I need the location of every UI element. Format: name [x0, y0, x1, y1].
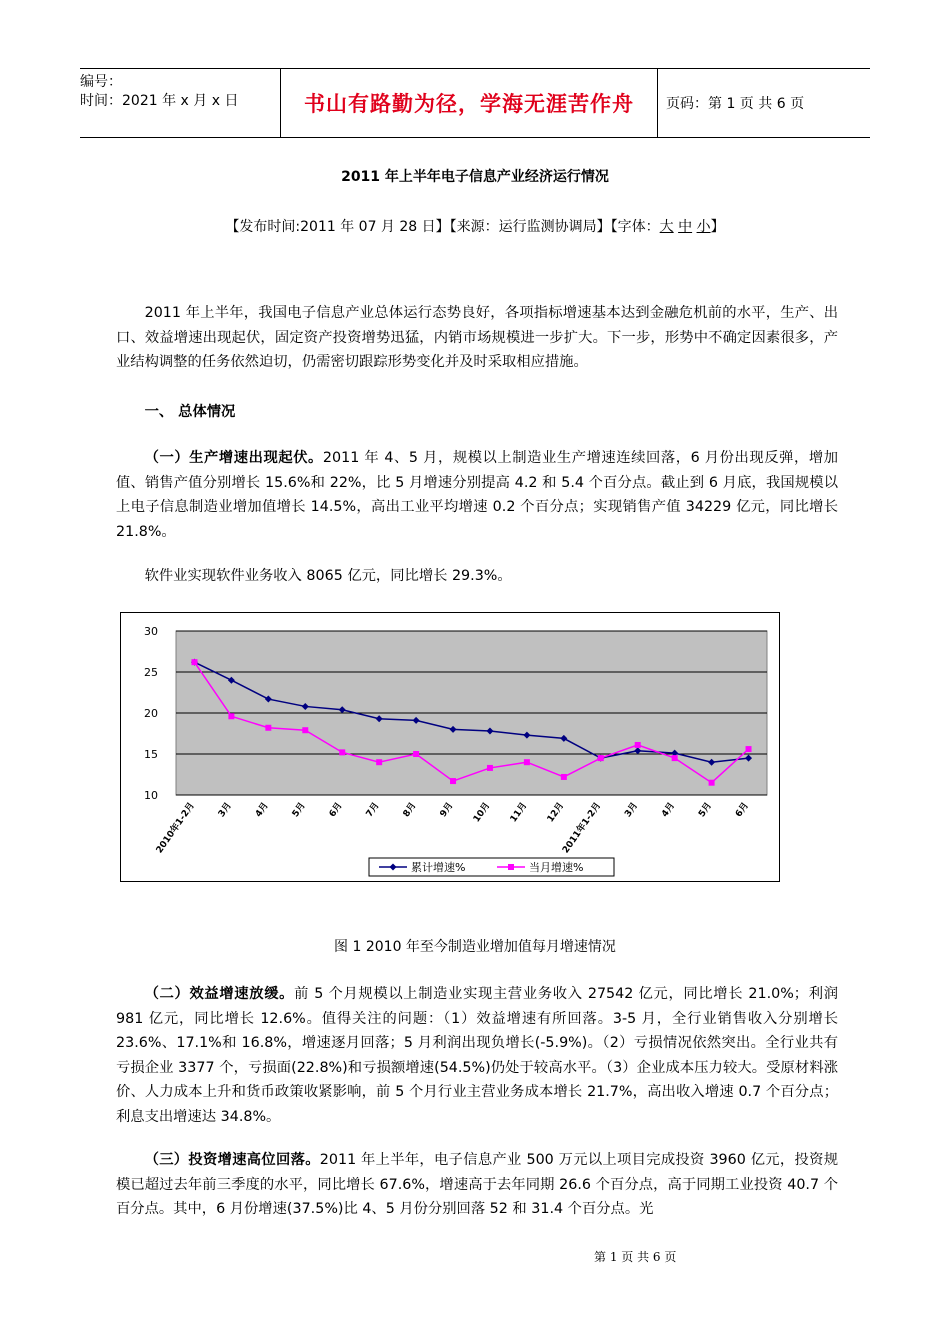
growth-chart	[120, 612, 780, 882]
publish-meta	[0, 216, 950, 236]
x-tick-label: 2010年1-2月	[154, 800, 197, 856]
paragraph-production	[116, 446, 838, 544]
growth-chart-svg	[121, 613, 779, 881]
date-label: 时间：2021 年 x 月 x 日	[80, 93, 239, 109]
y-tick-label: 25	[144, 666, 158, 679]
intro-paragraph: 2011 年上半年，我国电子信息产业总体运行态势良好，各项指标增速基本达到金融危机前的水平，生产、出口、效益增速出现起伏，固定资产投资增势迅猛，内销市场规模进一步扩大。下一步，形势中不确定因素很多，产业结构调整的任务依然迫切，仍需密切跟踪形势变化并及时采取相应措施。	[116, 305, 838, 370]
header-table	[80, 68, 870, 138]
data-point	[524, 759, 530, 765]
header-left-cell	[80, 69, 280, 137]
x-tick-label: 5月	[697, 800, 715, 820]
data-point	[265, 725, 271, 731]
x-tick-label: 8月	[401, 800, 419, 820]
y-tick-label: 15	[144, 748, 158, 761]
data-point	[672, 755, 678, 761]
x-tick-label: 11月	[508, 800, 530, 825]
x-tick-label: 9月	[438, 800, 456, 820]
paragraph-profit	[116, 982, 838, 1129]
data-point	[228, 713, 234, 719]
data-point	[339, 749, 345, 755]
font-large-link[interactable]: 大	[659, 219, 674, 235]
figure-caption: 图 1 2010 年至今制造业增加值每月增速情况	[334, 939, 616, 955]
x-tick-label: 4月	[660, 800, 678, 820]
paragraph-investment-body: 2011 年上半年，电子信息产业 500 万元以上项目完成投资 3960 亿元，投资规模已超过去年前三季度的水平，同比增长 67.6%，增速高于去年同期 26.6 个百分点，高于同期工业投资 40.7 个百分点。其中，6 月份增速(37.5%)比 4、5 月份分别回落 52 和 31.4 个百分点。光	[116, 1152, 838, 1217]
data-point	[450, 778, 456, 784]
x-tick-label: 3月	[216, 800, 234, 820]
legend-label: 累计增速%	[411, 861, 466, 874]
y-tick-label: 10	[144, 789, 158, 802]
x-tick-label: 7月	[364, 800, 382, 820]
document-title: 2011 年上半年电子信息产业经济运行情况	[341, 169, 609, 185]
paragraph-profit-body: 前 5 个月规模以上制造业实现主营业务收入 27542 亿元，同比增长 21.0%；利润 981 亿元，同比增长 12.6%。值得关注的问题：（1）效益增速有所回落。3-5 月，全行业销售收入分别增长 23.6%、17.1%和 16.8%，增速逐月回落；5 月利润出现负增长(-5.9%)。（2）亏损情况依然突出。全行业共有亏损企业 3377 个，亏损面(22.8%)和亏损额增速(54.5%)仍处于较高水平。（3）企业成本压力较大。受原材料涨价、人力成本上升和货币政策收紧影响，前 5 个月行业主营业务成本增长 21.7%，高出收入增速 0.7 个百分点；利息支出增速达 34.8%。	[116, 986, 839, 1125]
page-footer: 第 1 页 共 6 页	[594, 1250, 677, 1264]
data-point	[561, 774, 567, 780]
data-point	[376, 759, 382, 765]
x-tick-label: 5月	[290, 800, 308, 820]
paragraph-profit-lead: （二）效益增速放缓。	[144, 986, 295, 1002]
legend-label: 当月增速%	[529, 861, 584, 874]
paragraph-production-lead: （一）生产增速出现起伏。	[144, 450, 323, 466]
paragraph-software: 软件业实现软件业务收入 8065 亿元，同比增长 29.3%。	[144, 568, 512, 584]
paragraph-investment	[116, 1148, 838, 1222]
section1-heading: 一、 总体情况	[144, 404, 236, 420]
font-medium-link[interactable]: 中	[678, 219, 693, 235]
x-tick-label: 6月	[734, 800, 751, 820]
x-tick-label: 3月	[623, 800, 641, 820]
data-point	[709, 780, 715, 786]
data-point	[302, 727, 308, 733]
meta-prefix: 【发布时间:2011 年 07 月 28 日】【来源：运行监测协调局】【字体：	[225, 219, 660, 235]
data-point	[598, 755, 604, 761]
data-point	[487, 765, 493, 771]
data-point	[191, 659, 197, 665]
x-tick-label: 4月	[253, 800, 271, 820]
y-tick-label: 20	[144, 707, 158, 720]
motto: 书山有路勤为径，学海无涯苦作舟	[280, 69, 658, 137]
x-tick-label: 2011年1-2月	[561, 800, 604, 856]
font-small-link[interactable]: 小	[696, 219, 711, 235]
data-point	[746, 746, 752, 752]
x-tick-label: 12月	[545, 800, 567, 825]
y-tick-label: 30	[144, 625, 158, 638]
paragraph-investment-lead: （三）投资增速高位回落。	[144, 1152, 320, 1168]
legend-marker	[508, 864, 514, 870]
meta-suffix: 】	[710, 219, 725, 235]
paragraph-production-body: 2011 年 4、5 月，规模以上制造业生产增速连续回落，6 月份出现反弹，增加值、销售产值分别增长 15.6%和 22%，比 5 月增速分别提高 4.2 和 5.4 个百分点。截止到 6 月底，我国规模以上电子信息制造业增加值增长 14.5%，高出工业平均增速 0.2 个百分点；实现销售产值 34229 亿元，同比增长 21.8%。	[116, 450, 838, 540]
x-tick-label: 10月	[471, 800, 493, 825]
page-info: 页码：第 1 页 共 6 页	[666, 96, 805, 112]
data-point	[635, 742, 641, 748]
number-label: 编号：	[80, 74, 122, 90]
x-tick-label: 6月	[327, 800, 345, 820]
data-point	[413, 751, 419, 757]
